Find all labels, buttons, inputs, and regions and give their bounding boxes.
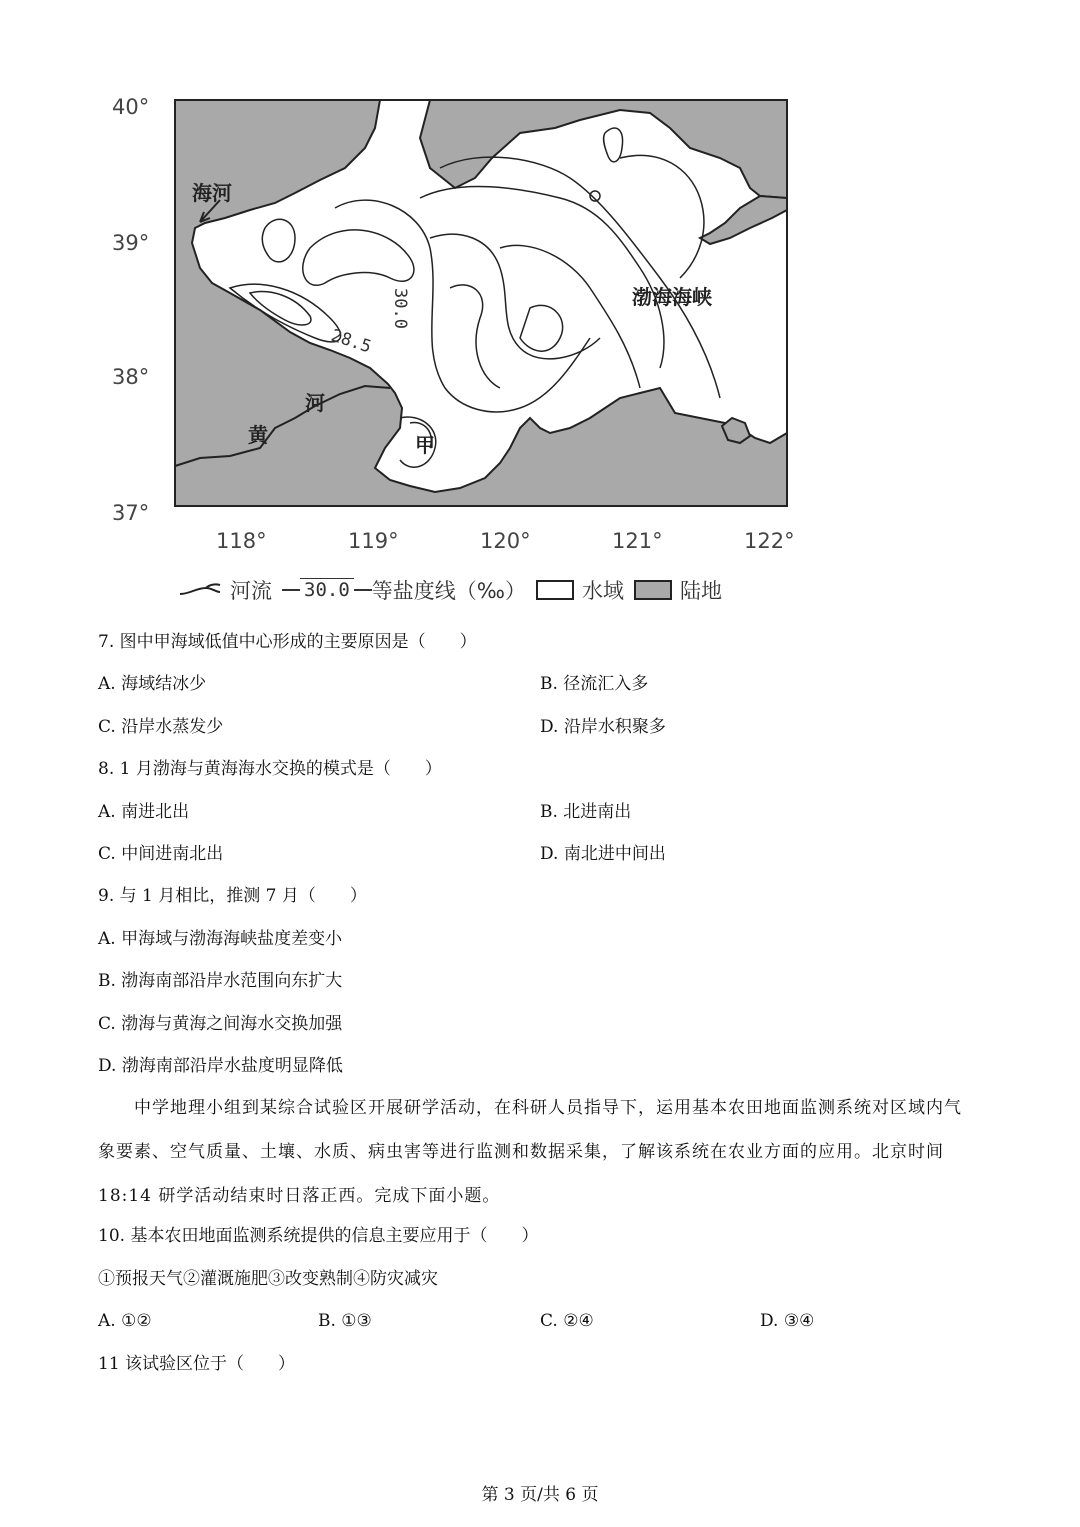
q10-option-a: A. ①② [98,1311,152,1331]
q9-option-c: C. 渤海与黄海之间海水交换加强 [98,1014,343,1034]
q11-stem: 11 该试验区位于（ ） [98,1354,296,1374]
label-he: 河 [305,391,325,415]
q10-option-c: C. ②④ [540,1311,594,1331]
isoline-dash-right [354,589,372,591]
map-legend [178,572,818,608]
legend-river [178,575,272,605]
lat-label-38: 38° [112,365,150,389]
lon-label-121: 121° [612,529,663,553]
q7-stem: 7. 图中甲海域低值中心形成的主要原因是（ ） [98,632,477,652]
q10-stem: 10. 基本农田地面监测系统提供的信息主要应用于（ ） [98,1226,539,1246]
legend-land [634,575,722,605]
water-swatch [536,580,574,600]
q9-option-a: A. 甲海域与渤海海峡盐度差变小 [98,929,343,949]
lon-label-118: 118° [216,529,267,553]
legend-isoline [282,575,526,605]
q7-option-b: B. 径流汇入多 [540,674,649,694]
legend-water [536,575,624,605]
q8-option-b: B. 北进南出 [540,802,632,822]
q8-option-c: C. 中间进南北出 [98,844,224,864]
q7-option-d: D. 沿岸水积聚多 [540,717,666,737]
lon-label-120: 120° [480,529,531,553]
legend-iso-value: 30.0 [300,578,354,602]
reading-passage: 中学地理小组到某综合试验区开展研学活动，在科研人员指导下，运用基本农田地面监测系统对区域内气象要素、空气质量、土壤、水质、病虫害等进行监测和数据采集，了解该系统在农业方面的应用。北京时间 18:14 研学活动结束时日落正西。完成下面小题。 [98,1098,962,1206]
river-symbol-icon [178,580,222,600]
q8-option-a: A. 南进北出 [98,802,190,822]
map-svg [100,88,820,608]
legend-river-label: 河流 [230,579,272,603]
page-footer: 第 3 页/共 6 页 [481,1485,599,1505]
isoline-label-30: 30.0 [390,288,410,329]
lon-label-122: 122° [744,529,795,553]
lat-label-37: 37° [112,501,150,525]
label-haihe: 海河 [192,181,232,205]
label-jia: 甲 [415,433,435,457]
legend-iso-label: 等盐度线（‰） [371,579,526,603]
q7-option-a: A. 海域结冰少 [98,674,207,694]
q7-option-c: C. 沿岸水蒸发少 [98,717,224,737]
q10-items: ①预报天气②灌溉施肥③改变熟制④防灾减灾 [98,1269,438,1289]
label-huang: 黄 [248,423,268,447]
q8-stem: 8. 1 月渤海与黄海海水交换的模式是（ ） [98,759,442,779]
q9-option-b: B. 渤海南部沿岸水范围向东扩大 [98,971,343,991]
q9-stem: 9. 与 1 月相比，推测 7 月（ ） [98,886,367,906]
lat-label-39: 39° [112,231,150,255]
label-bohai-strait: 渤海海峡 [632,285,712,309]
isoline-dash-left [282,589,300,591]
q10-option-b: B. ①③ [318,1311,372,1331]
lon-label-119: 119° [348,529,399,553]
isoline-label-28-5: 28.5 [328,325,374,358]
legend-water-label: 水域 [581,579,624,603]
bohai-salinity-map [100,88,820,608]
q8-option-d: D. 南北进中间出 [540,844,666,864]
q9-option-d: D. 渤海南部沿岸水盐度明显降低 [98,1056,343,1076]
lat-label-40: 40° [112,95,150,119]
q10-option-d: D. ③④ [760,1311,815,1331]
land-swatch [634,580,672,600]
legend-land-label: 陆地 [679,579,722,603]
